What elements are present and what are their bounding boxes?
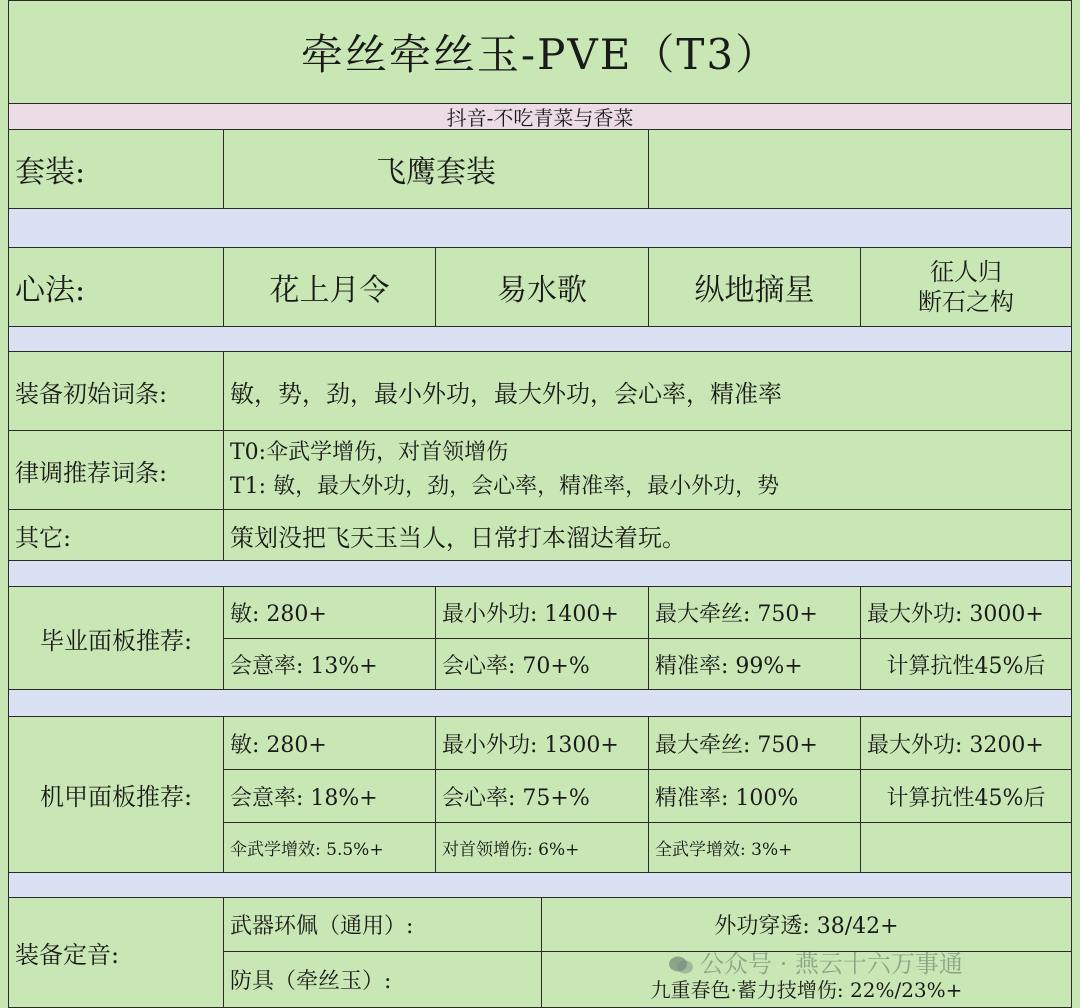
tone-weapon-label: 武器环佩（通用）:: [223, 897, 542, 952]
mech-r3-c2: 对首领增伤: 6%+: [435, 822, 649, 873]
separator-row: [8, 326, 1072, 352]
mech-r3-c3: 全武学增效: 3%+: [648, 822, 861, 873]
xinfa-item-4-line2: 断石之构: [918, 288, 1014, 316]
separator-row: [8, 872, 1072, 898]
grad-r2-c1: 会意率: 13%+: [223, 638, 436, 690]
xinfa-item-2: 易水歌: [435, 247, 649, 327]
tone-armor-value: 九重春色·蓄力技增伤: 22%/23%+: [541, 951, 1072, 1008]
watermark: [668, 944, 963, 979]
page-title: 牵丝牵丝玉-PVE（T3）: [8, 0, 1072, 104]
mech-r1-c3: 最大牵丝: 750+: [648, 716, 861, 770]
subtitle: 抖音-不吃青菜与香菜: [8, 103, 1072, 130]
mech-r2-c1: 会意率: 18%+: [223, 769, 436, 823]
grad-r2-c3: 精准率: 99%+: [648, 638, 861, 690]
separator-row: [8, 560, 1072, 587]
watermark-text: 公众号 · 燕云十六万事通: [700, 950, 963, 978]
grad-r2-c4: 计算抗性45%后: [860, 638, 1072, 690]
initial-label: 装备初始词条:: [8, 351, 224, 431]
other-label: 其它:: [8, 509, 224, 561]
separator-row: [8, 689, 1072, 717]
mech-r3-c1: 伞武学增效: 5.5%+: [223, 822, 436, 873]
grad-r1-c4: 最大外功: 3000+: [860, 586, 1072, 639]
mech-r1-c2: 最小外功: 1300+: [435, 716, 649, 770]
tone-armor-label: 防具（牵丝玉）:: [223, 951, 542, 1008]
mech-label: 机甲面板推荐:: [8, 716, 224, 873]
other-value: 策划没把飞天玉当人，日常打本溜达着玩。: [223, 509, 1072, 561]
mech-r3-empty: [860, 822, 1072, 873]
initial-value: 敏，势，劲，最小外功，最大外功，会心率，精准率: [223, 351, 1072, 431]
tune-value: [223, 430, 1072, 510]
xinfa-item-3: 纵地摘星: [648, 247, 861, 327]
tone-weapon-value: 外功穿透: 38/42+: [541, 897, 1072, 952]
set-empty-cell: [648, 129, 1072, 209]
grad-label: 毕业面板推荐:: [8, 586, 224, 690]
set-label: 套装:: [8, 129, 224, 209]
xinfa-label: 心法:: [8, 247, 224, 327]
xinfa-item-1: 花上月令: [223, 247, 436, 327]
mech-r1-c1: 敏: 280+: [223, 716, 436, 770]
tune-line-2: T1: 敏，最大外功，劲，会心率，精准率，最小外功，势: [230, 474, 780, 499]
mech-r2-c2: 会心率: 75+%: [435, 769, 649, 823]
grad-r2-c2: 会心率: 70+%: [435, 638, 649, 690]
set-value: 飞鹰套装: [223, 129, 649, 209]
xinfa-item-4-line1: 征人归: [930, 258, 1002, 286]
grad-r1-c2: 最小外功: 1400+: [435, 586, 649, 639]
xinfa-item-4: [860, 247, 1072, 327]
wechat-icon: [668, 955, 694, 975]
tone-label: 装备定音:: [8, 897, 224, 1008]
tune-line-1: T0:伞武学增伤，对首领增伤: [230, 440, 509, 465]
grad-r1-c1: 敏: 280+: [223, 586, 436, 639]
separator-row: [8, 208, 1072, 248]
mech-r2-c3: 精准率: 100%: [648, 769, 861, 823]
mech-r2-c4: 计算抗性45%后: [860, 769, 1072, 823]
tune-label: 律调推荐词条:: [8, 430, 224, 510]
mech-r1-c4: 最大外功: 3200+: [860, 716, 1072, 770]
grad-r1-c3: 最大牵丝: 750+: [648, 586, 861, 639]
